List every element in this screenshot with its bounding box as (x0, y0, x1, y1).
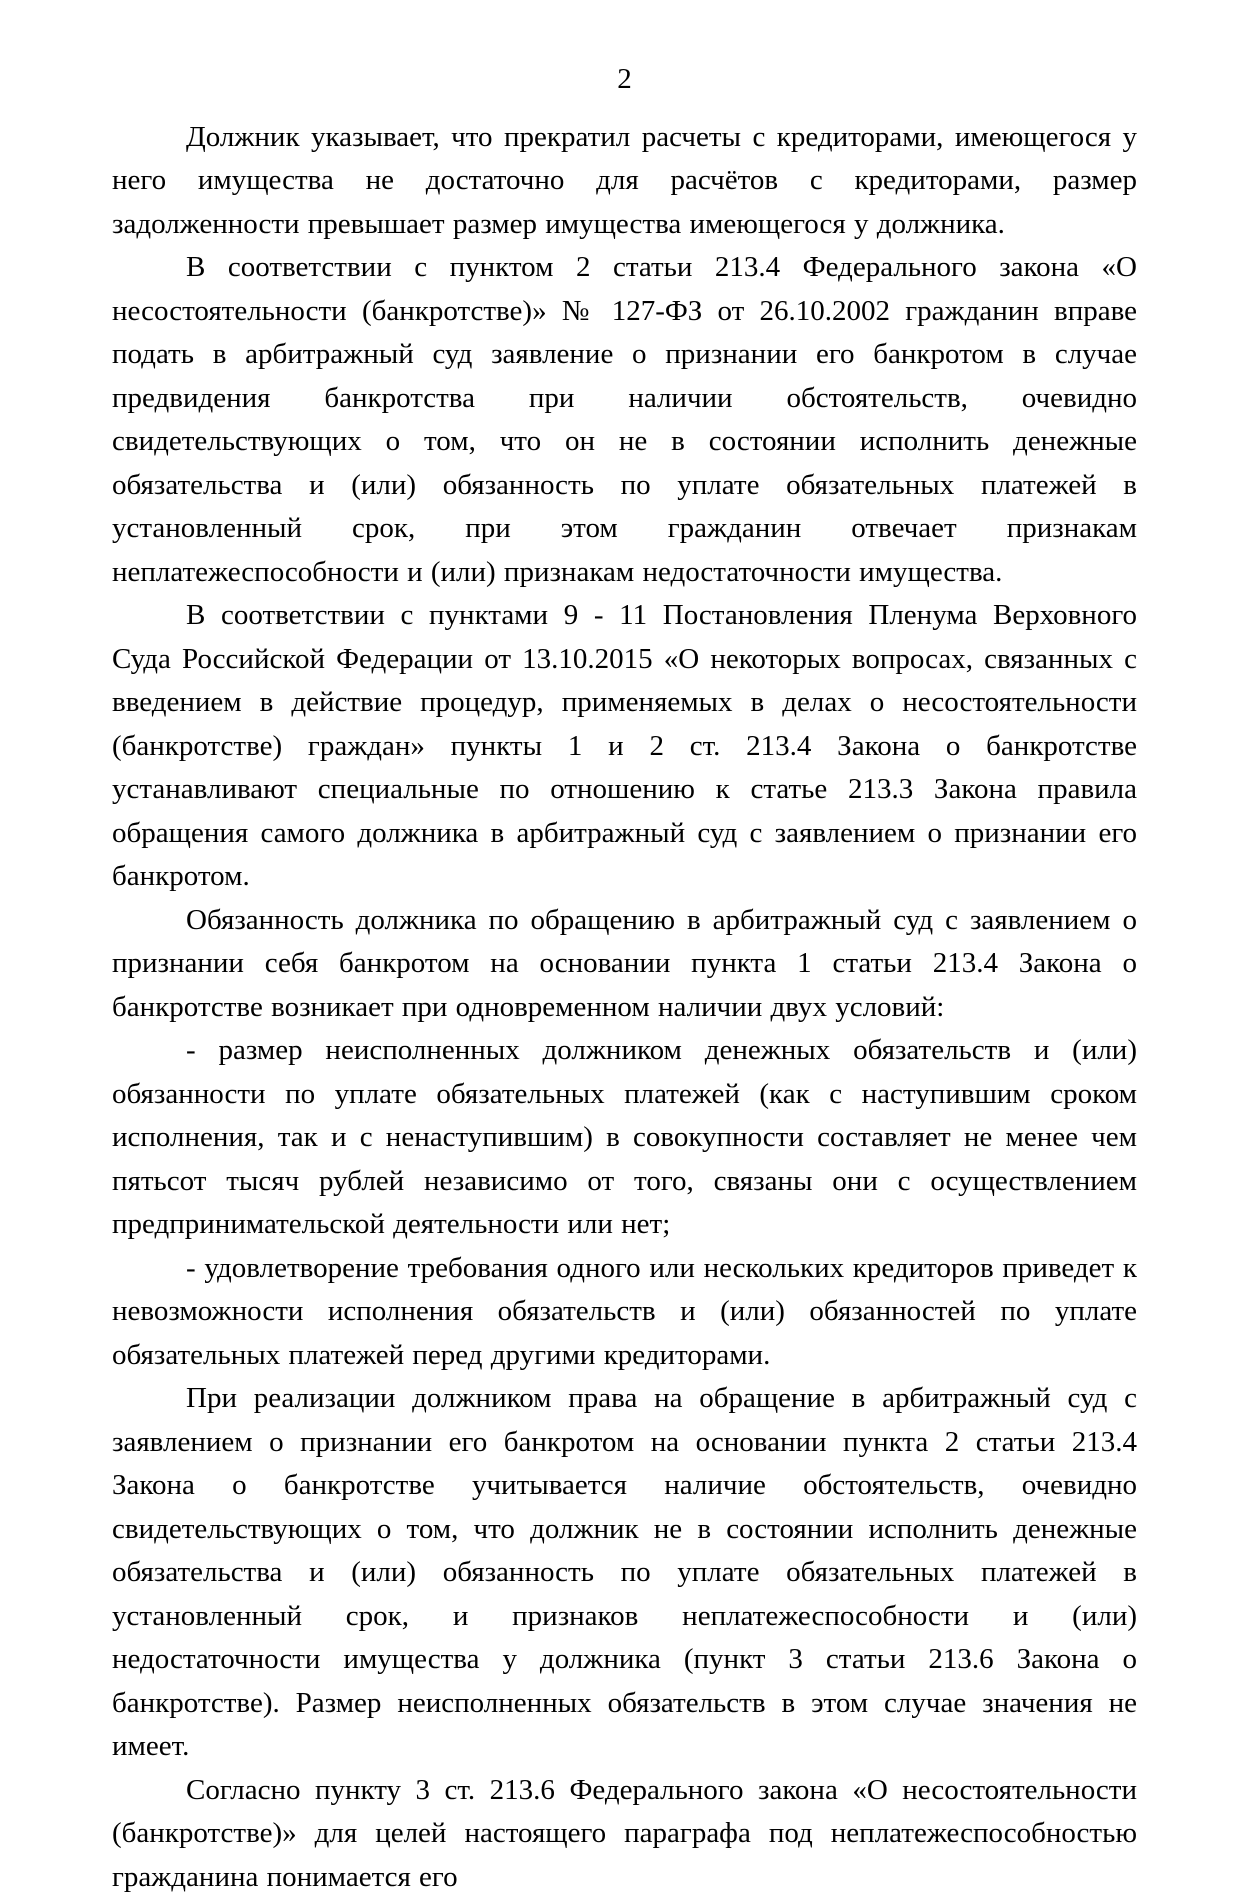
paragraph-plenum-resolution: В соответствии с пунктами 9 - 11 Постановления Пленума Верховного Суда Российской Федерации от 13.10.2015 «О некоторых вопросах, связанных с введением в действие процедур, применяемых в делах о несостоятельности (банкротстве) граждан» пункты 1 и 2 ст. 213.4 Закона о банкротстве устанавливают специальные по отношению к статье 213.3 Закона правила обращения самого должника в арбитражный суд с заявлением о признании его банкротом. (112, 594, 1137, 899)
paragraph-insolvency-definition: Согласно пункту 3 ст. 213.6 Федерального закона «О несостоятельности (банкротстве)» для целей настоящего параграфа под неплатежеспособностью гражданина понимается его (112, 1769, 1137, 1899)
paragraph-condition-debt-amount: - размер неисполненных должником денежных обязательств и (или) обязанности по уплате обязательных платежей (как с наступившим сроком исполнения, так и с ненаступившим) в совокупности составляет не менее чем пятьсот тысяч рублей независимо от того, связаны они с осуществлением предпринимательской деятельности или нет; (112, 1029, 1137, 1247)
paragraph-condition-creditor-satisfaction: - удовлетворение требования одного или нескольких кредиторов приведет к невозможности исполнения обязательств и (или) обязанностей по уплате обязательных платежей перед другими кредиторами. (112, 1247, 1137, 1378)
document-body (112, 116, 1137, 1899)
paragraph-right-to-file: При реализации должником права на обращение в арбитражный суд с заявлением о признании его банкротом на основании пункта 2 статьи 213.4 Закона о банкротстве учитывается наличие обстоятельств, очевидно свидетельствующих о том, что должник не в состоянии исполнить денежные обязательства и (или) обязанность по уплате обязательных платежей в установленный срок, и признаков неплатежеспособности и (или) недостаточности имущества у должника (пункт 3 статьи 213.6 Закона о банкротстве). Размер неисполненных обязательств в этом случае значения не имеет. (112, 1377, 1137, 1769)
paragraph-obligation-conditions-intro: Обязанность должника по обращению в арбитражный суд с заявлением о признании себя банкротом на основании пункта 1 статьи 213.4 Закона о банкротстве возникает при одновременном наличии двух условий: (112, 899, 1137, 1030)
page-number: 2 (112, 58, 1137, 102)
paragraph-law-213-4-point-2: В соответствии с пунктом 2 статьи 213.4 Федерального закона «О несостоятельности (банкротстве)» № 127-ФЗ от 26.10.2002 гражданин вправе подать в арбитражный суд заявление о признании его банкротом в случае предвидения банкротства при наличии обстоятельств, очевидно свидетельствующих о том, что он не в состоянии исполнить денежные обязательства и (или) обязанность по уплате обязательных платежей в установленный срок, при этом гражданин отвечает признакам неплатежеспособности и (или) признакам недостаточности имущества. (112, 246, 1137, 594)
paragraph-debtor-statement: Должник указывает, что прекратил расчеты с кредиторами, имеющегося у него имущества не достаточно для расчётов с кредиторами, размер задолженности превышает размер имущества имеющегося у должника. (112, 116, 1137, 247)
